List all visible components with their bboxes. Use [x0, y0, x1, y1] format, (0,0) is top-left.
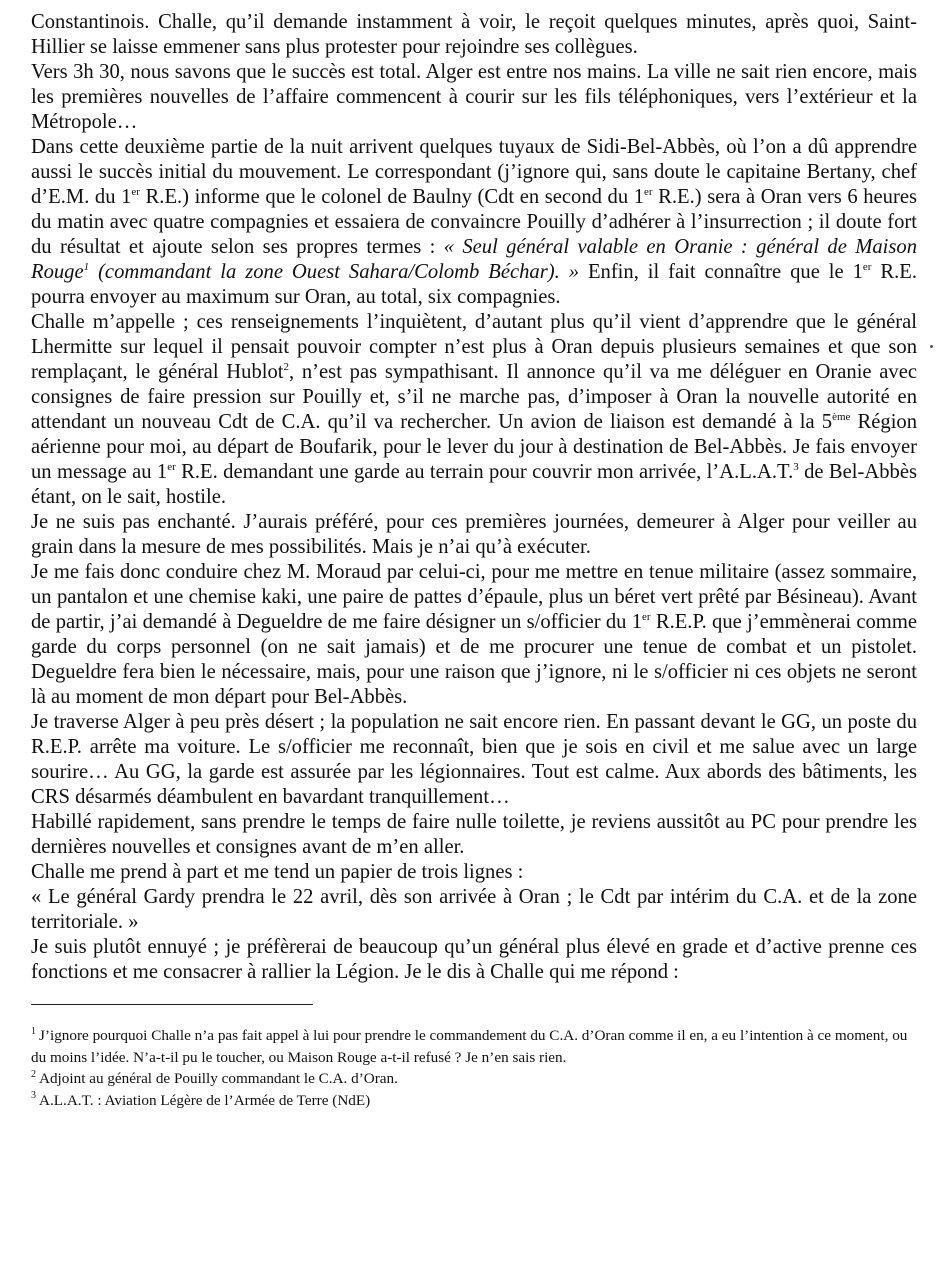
- footnote-separator: [31, 1004, 313, 1005]
- italic-quote: « Seul général valable en Oranie : général de Maison Rouge: [31, 236, 917, 283]
- superscript: 2: [283, 361, 289, 374]
- text-run: R.E.) informe que le colonel de Baulny (Cdt en second du 1: [139, 186, 645, 208]
- text-run: Dans cette deuxième partie de la nuit arrivent quelques tuyaux de Sidi-Bel-Abbès, où l’on a dû apprendre aussi le succès initial du mouvement. Le correspondant (j’ignore qui, sans doute le capitaine Bertany, chef d’E.M. du 1: [31, 136, 917, 208]
- superscript: er: [642, 611, 651, 624]
- text-run: Constantinois. Challe, qu’il demande instamment à voir, le reçoit quelques minutes, après quoi, Saint-Hillier se laisse emmener sans plus protester pour rejoindre ses collègues.: [31, 11, 917, 58]
- footnote: [31, 1090, 917, 1112]
- text-run: Habillé rapidement, sans prendre le temps de faire nulle toilette, je reviens aussitôt au PC pour prendre les dernières nouvelles et consignes avant de m’en aller.: [31, 811, 917, 858]
- text-run: Challe m’appelle ; ces renseignements l’inquiètent, d’autant plus qu’il vient d’apprendre que le général Lhermitte sur lequel il pensait pouvoir compter n’est plus à Oran depuis plusieurs semaines et que son remplaçant, le général Hublot: [31, 311, 917, 383]
- text-run: Challe me prend à part et me tend un papier de trois lignes :: [31, 861, 524, 883]
- document-page: [31, 10, 917, 1111]
- paragraph: [31, 10, 917, 60]
- text-run: Enfin, il fait connaître que le 1: [579, 261, 863, 283]
- text-run: Je me fais donc conduire chez M. Moraud par celui-ci, pour me mettre en tenue militaire (assez sommaire, un pantalon et une chemise kaki, une paire de pattes d’épaule, plus un béret vert prêté par Bésineau). Avant de partir, j’ai demandé à Degueldre de me faire désigner un s/officier du 1: [31, 561, 917, 633]
- footnotes: [31, 1025, 917, 1111]
- text-run: Je ne suis pas enchanté. J’aurais préféré, pour ces premières journées, demeurer à Alger pour veiller au grain dans la mesure de mes possibilités. Mais je n’ai qu’à exécuter.: [31, 511, 917, 558]
- superscript: er: [644, 186, 653, 199]
- superscript: 3: [793, 461, 799, 474]
- paragraph: [31, 935, 917, 985]
- footnote: [31, 1025, 917, 1068]
- body-text: [31, 10, 917, 985]
- paragraph: [31, 510, 917, 560]
- footnote: [31, 1068, 917, 1090]
- footnote-number: 2: [31, 1068, 36, 1080]
- paragraph: [31, 860, 917, 885]
- paragraph: [31, 810, 917, 860]
- footnote-text: A.L.A.T. : Aviation Légère de l’Armée de Terre (NdE): [39, 1091, 371, 1109]
- text-run: Je suis plutôt ennuyé ; je préfèrerai de beaucoup qu’un général plus élevé en grade et d’active prenne ces fonctions et me consacrer à rallier la Légion. Je le dis à Challe qui me répond :: [31, 936, 917, 983]
- paragraph: [31, 560, 917, 710]
- superscript: ème: [832, 411, 851, 424]
- superscript: er: [131, 186, 140, 199]
- text-run: R.E. demandant une garde au terrain pour couvrir mon arrivée, l’A.L.A.T.: [175, 461, 794, 483]
- text-run: Vers 3h 30, nous savons que le succès est total. Alger est entre nos mains. La ville ne sait rien encore, mais les premières nouvelles de l’affaire commencent à courir sur les fils téléphoniques, vers l’extérieur et la Métropole…: [31, 61, 917, 133]
- superscript: er: [167, 461, 176, 474]
- text-run: R.E.) sera à Oran vers 6 heures du matin avec quatre compagnies et essaiera de convaincre Pouilly d’adhérer à l’insurrection ; il doute fort du résultat et ajoute selon ses propres termes :: [31, 186, 917, 258]
- scan-speck: [930, 345, 933, 348]
- superscript: er: [862, 261, 872, 274]
- footnote-number: 3: [31, 1090, 36, 1102]
- footnote-reference: 1: [83, 261, 90, 274]
- paragraph: [31, 60, 917, 135]
- footnote-text: J’ignore pourquoi Challe n’a pas fait appel à lui pour prendre le commandement du C.A. d’Oran comme il en, a eu l’intention à ce moment, ou du moins l’idée. N’a-t-il pu le toucher, ou Maison Rouge a-t-il refusé ? Je n’en sais rien.: [31, 1027, 908, 1066]
- paragraph: [31, 885, 917, 935]
- paragraph: [31, 310, 917, 510]
- text-run: R.E.P. que j’emmènerai comme garde du corps personnel (on ne sait jamais) et de me procurer une tenue de combat et un pistolet. Degueldre fera bien le nécessaire, mais, pour une raison que j’ignore, ni le s/officier ni ces objets ne seront là au moment de mon départ pour Bel-Abbès.: [31, 611, 917, 708]
- italic-quote: (commandant la zone Ouest Sahara/Colomb Béchar). »: [89, 261, 579, 283]
- paragraph: [31, 135, 917, 310]
- text-run: R.E. pourra envoyer au maximum sur Oran, au total, six compagnies.: [31, 261, 917, 308]
- footnote-text: Adjoint au général de Pouilly commandant le C.A. d’Oran.: [39, 1070, 398, 1087]
- text-run: « Le général Gardy prendra le 22 avril, dès son arrivée à Oran ; le Cdt par intérim du C.A. et de la zone territoriale. »: [31, 886, 917, 933]
- footnote-number: 1: [31, 1025, 36, 1037]
- text-run: de Bel-Abbès étant, on le sait, hostile.: [31, 461, 918, 508]
- text-run: Je traverse Alger à peu près désert ; la population ne sait encore rien. En passant devant le GG, un poste du R.E.P. arrête ma voiture. Le s/officier me reconnaît, bien que je sois en civil et me salue avec un large sourire… Au GG, la garde est assurée par les légionnaires. Tout est calme. Aux abords des bâtiments, les CRS désarmés déambulent en bavardant tranquillement…: [31, 711, 917, 808]
- paragraph: [31, 710, 917, 810]
- text-run: , n’est pas sympathisant. Il annonce qu’il va me déléguer en Oranie avec consignes de faire pression sur Pouilly et, s’il ne marche pas, d’imposer à Oran la nouvelle autorité en attendant un nouveau Cdt de C.A. qu’il va rechercher. Un avion de liaison est demandé à la 5: [31, 361, 918, 433]
- text-run: Région aérienne pour moi, au départ de Boufarik, pour le lever du jour à destination de Bel-Abbès. Je fais envoyer un message au 1: [31, 411, 918, 483]
